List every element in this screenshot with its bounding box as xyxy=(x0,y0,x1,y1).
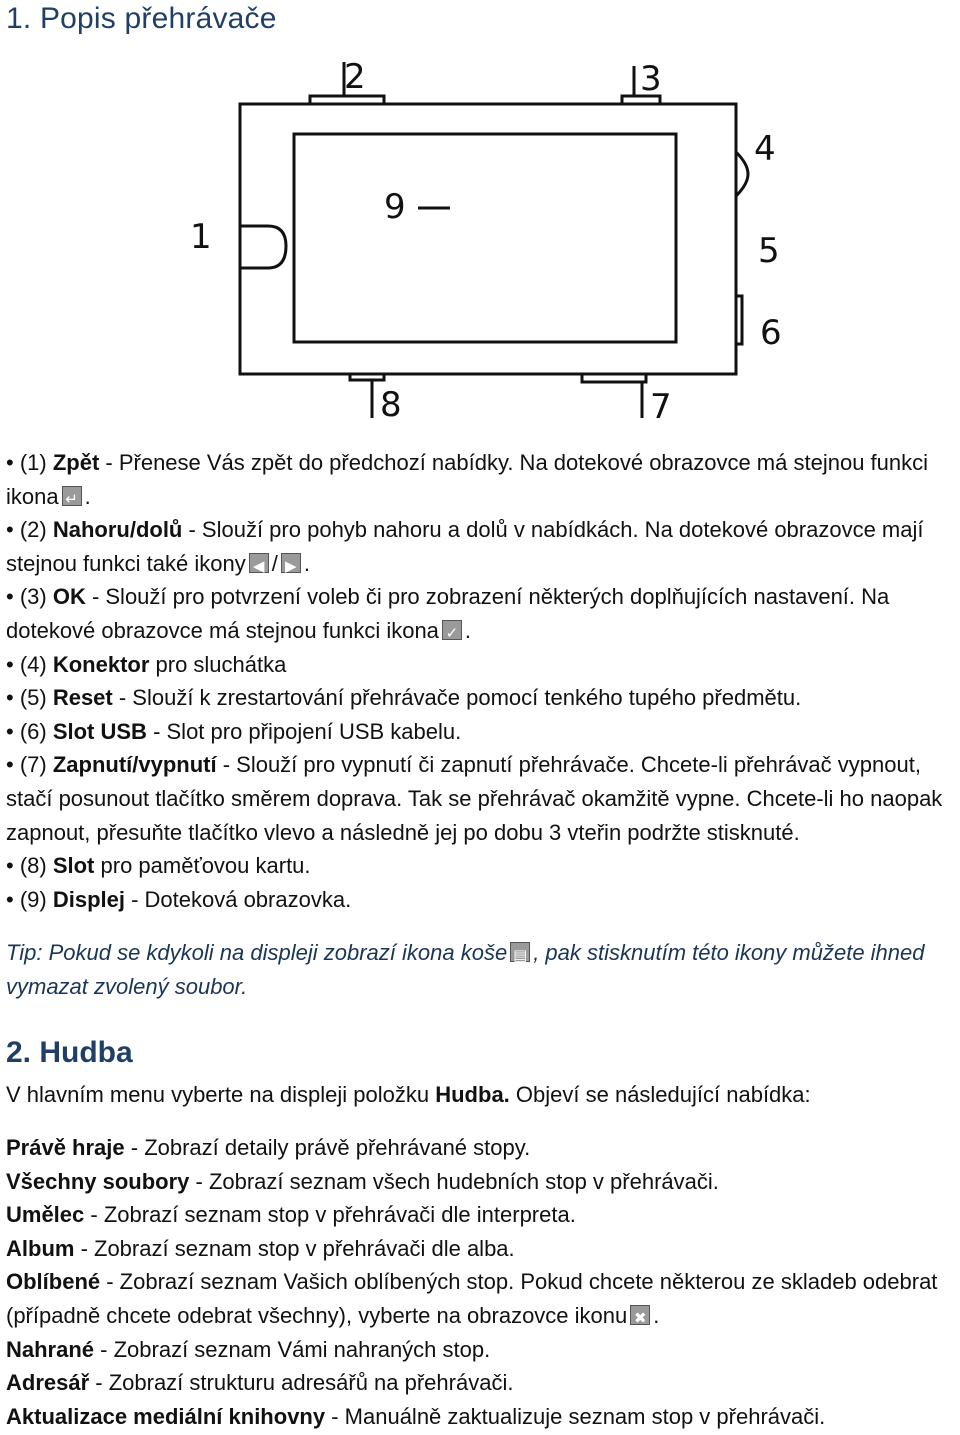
term: Nahoru/dolů xyxy=(52,517,183,543)
music-intro: V hlavním menu vyberte na displeji položku Hudba. Objeví se následující nabídka: xyxy=(6,1082,811,1107)
player-body xyxy=(240,104,736,374)
player-diagram xyxy=(176,56,796,426)
term: Slot USB xyxy=(52,718,147,744)
diagram-label-5: 5 xyxy=(758,231,780,271)
term: Slot xyxy=(52,853,95,879)
desc-item: • (7) Zapnutí/vypnutí - Slouží pro vypnutí či zapnutí přehrávače. Chcete-li přehrávač vypnout, stačí posunout tlačítko směrem doprava. Tak se přehrávač okamžitě vypne. Chcete-li ho naopak zapnout, přesuňte tlačítko vlevo a následně jej po dobu 3 vteřin podržte stisknuté. xyxy=(6,752,943,845)
trash-icon xyxy=(510,942,530,962)
back-button-shape xyxy=(240,226,286,268)
desc-item: • (4) Konektor pro sluchátka xyxy=(6,651,287,677)
menu-entry: Oblíbené - Zobrazí seznam Vašich oblíbených stop. Pokud chcete některou ze skladeb odebrat (případně chcete odebrat všechny), vyberte na obrazovce ikonu✖ . xyxy=(6,1265,956,1332)
diagram-label-8: 8 xyxy=(380,385,402,425)
right-arrow-icon xyxy=(281,553,301,573)
headphone-jack-shape xyxy=(736,152,748,196)
diagram-label-7: 7 xyxy=(650,387,672,426)
desc-item: • (1) Zpět - Přenese Vás zpět do předchozí nabídky. Na dotekové obrazovce má stejnou funkci ikona↵ . xyxy=(6,446,954,513)
desc-item: • (8) Slot pro paměťovou kartu. xyxy=(6,853,311,879)
desc-item: • (5) Reset - Slouží k zrestartování přehrávače pomocí tenkého tupého předmětu. xyxy=(6,685,802,711)
term: Zapnutí/vypnutí xyxy=(52,752,217,778)
diagram-label-2: 2 xyxy=(344,57,366,97)
diagram-label-6: 6 xyxy=(760,313,782,353)
section-1-heading: 1. Popis přehrávače xyxy=(6,2,277,35)
term: Konektor xyxy=(52,651,150,677)
desc-item: • (2) Nahoru/dolů - Slouží pro pohyb nahoru a dolů v nabídkách. Na dotekové obrazovce mají stejnou funkci také ikony◀ /▶ . xyxy=(6,513,954,580)
back-icon xyxy=(62,486,82,506)
section-2-heading: 2. Hudba xyxy=(6,1036,133,1069)
button-descriptions xyxy=(6,446,954,916)
tip-note: Tip: Pokud se kdykoli na displeji zobrazí ikona koše▤ , pak stisknutím této ikony můžete ihned vymazat zvolený soubor. xyxy=(6,936,956,1003)
term: Displej xyxy=(52,886,125,912)
check-icon xyxy=(442,620,462,640)
menu-entry: Všechny soubory - Zobrazí seznam všech hudebních stop v přehrávači. xyxy=(6,1168,719,1194)
menu-entry: Nahrané - Zobrazí seznam Vámi nahraných stop. xyxy=(6,1336,491,1362)
left-arrow-icon xyxy=(249,553,269,573)
term: Zpět xyxy=(52,450,100,475)
term: Reset xyxy=(52,685,113,711)
diagram-label-1: 1 xyxy=(190,217,212,257)
menu-entry: Album - Zobrazí seznam stop v přehrávači dle alba. xyxy=(6,1235,515,1261)
menu-entry: Umělec - Zobrazí seznam stop v přehrávači dle interpreta. xyxy=(6,1202,576,1228)
menu-entry: Adresář - Zobrazí strukturu adresářů na přehrávači. xyxy=(6,1370,514,1396)
remove-favorite-icon xyxy=(630,1305,650,1325)
music-menu-descriptions xyxy=(6,1131,956,1433)
desc-item: • (6) Slot USB - Slot pro připojení USB kabelu. xyxy=(6,718,462,744)
diagram-label-3: 3 xyxy=(640,59,662,99)
term: OK xyxy=(52,584,86,610)
display-screen xyxy=(294,134,676,342)
desc-item: • (9) Displej - Doteková obrazovka. xyxy=(6,886,352,912)
diagram-label-4: 4 xyxy=(754,129,776,169)
menu-entry: Aktualizace mediální knihovny - Manuálně zaktualizuje seznam stop v přehrávači. xyxy=(6,1403,826,1429)
desc-item: • (3) OK - Slouží pro potvrzení voleb či pro zobrazení některých doplňujících nastavení. Na dotekové obrazovce má stejnou funkci ikona✓ . xyxy=(6,580,954,647)
menu-entry: Právě hraje - Zobrazí detaily právě přehrávané stopy. xyxy=(6,1135,531,1160)
diagram-label-9: 9 xyxy=(384,187,406,227)
